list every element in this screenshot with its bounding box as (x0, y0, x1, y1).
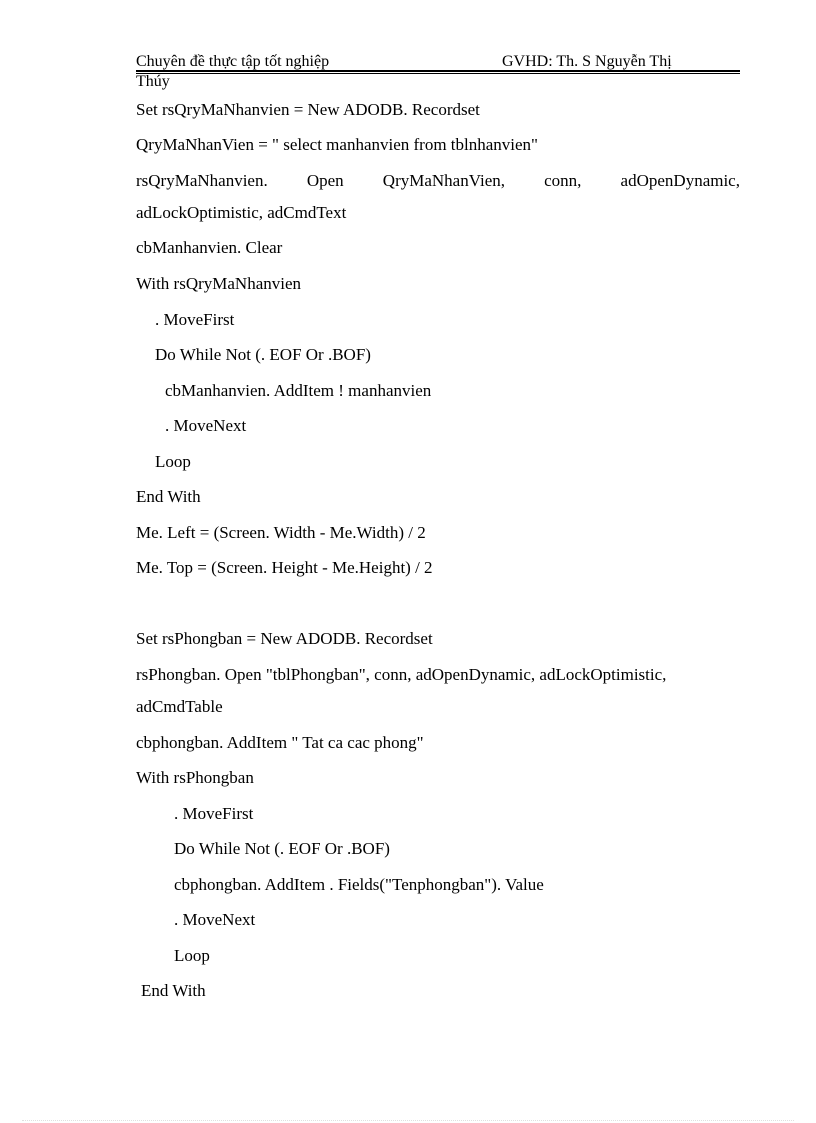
code-line-1: Set rsQryMaNhanvien = New ADODB. Recordset (136, 100, 480, 119)
code-line-8: Do While Not (. EOF Or .BOF) (155, 345, 371, 364)
code-line-6: With rsQryMaNhanvien (136, 274, 302, 293)
header-rule-thin (136, 73, 740, 74)
code-line-16: rsPhongban. Open "tblPhongban", conn, adOpenDynamic, adLockOptimistic, (136, 665, 667, 684)
code-token: conn, (544, 171, 582, 190)
code-line-13: Me. Left = (Screen. Width - Me.Width) / 2 (136, 523, 426, 542)
code-token: adOpenDynamic, (620, 171, 740, 190)
code-line-3 (136, 171, 740, 191)
header-rule-thick (136, 70, 740, 72)
code-token: rsQryMaNhanvien. (136, 171, 268, 190)
code-line-11: Loop (155, 452, 191, 471)
code-line-18: cbphongban. AddItem " Tat ca cac phong" (136, 733, 424, 752)
code-line-20: . MoveFirst (174, 804, 254, 823)
code-line-23: . MoveNext (174, 910, 256, 929)
page-header (136, 52, 740, 71)
code-line-22: cbphongban. AddItem . Fields("Tenphongban"). Value (174, 875, 544, 894)
code-line-5: cbManhanvien. Clear (136, 238, 283, 257)
code-line-12: End With (136, 487, 201, 506)
page-bottom-border (22, 1120, 794, 1121)
code-line-19: With rsPhongban (136, 768, 254, 787)
code-line-2: QryMaNhanVien = " select manhanvien from tblnhanvien" (136, 135, 538, 154)
code-line-7: . MoveFirst (155, 310, 235, 329)
code-line-10: . MoveNext (165, 416, 247, 435)
header-supervisor-continuation: Thúy (136, 73, 170, 90)
code-line-9: cbManhanvien. AddItem ! manhanvien (165, 381, 432, 400)
code-line-4: adLockOptimistic, adCmdText (136, 203, 347, 222)
header-supervisor: GVHD: Th. S Nguyễn Thị (502, 53, 672, 70)
code-line-14: Me. Top = (Screen. Height - Me.Height) / 2 (136, 558, 433, 577)
code-line-17: adCmdTable (136, 697, 223, 716)
code-token: Open (306, 171, 344, 190)
code-token: QryMaNhanVien, (382, 171, 505, 190)
header-title: Chuyên đề thực tập tốt nghiệp (136, 53, 330, 70)
code-line-25: End With (141, 981, 206, 1000)
code-line-21: Do While Not (. EOF Or .BOF) (174, 839, 390, 858)
code-line-15: Set rsPhongban = New ADODB. Recordset (136, 629, 433, 648)
code-line-24: Loop (174, 946, 210, 965)
